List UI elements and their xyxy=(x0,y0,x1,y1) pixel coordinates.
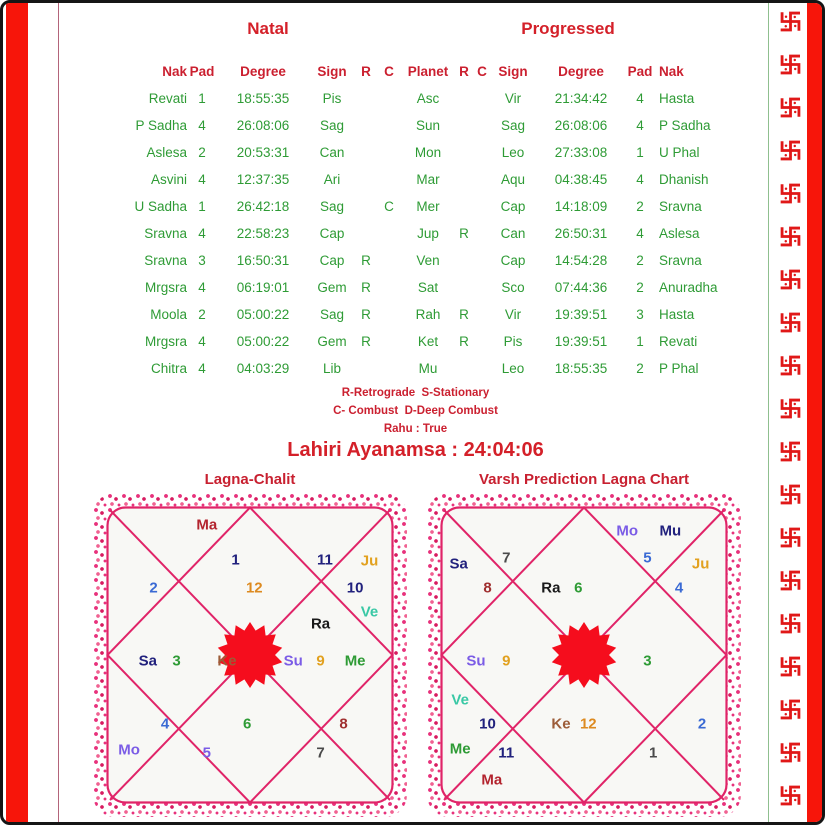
table-cell xyxy=(377,247,401,274)
swastika-icon xyxy=(777,309,804,336)
chart-label: Me xyxy=(449,740,471,758)
table-cell: R xyxy=(361,253,371,268)
kundali-grid xyxy=(106,506,394,804)
table-cell xyxy=(455,247,473,274)
chart-label: 1 xyxy=(648,744,658,762)
table-cell: Aqu xyxy=(500,172,526,187)
chart-label: 3 xyxy=(643,652,652,670)
table-cell: Mu xyxy=(418,361,438,376)
swastika-icon xyxy=(777,395,804,422)
table-cell: Cap xyxy=(319,226,345,241)
chart-label: Su xyxy=(466,652,486,670)
kundali-grid xyxy=(440,506,728,804)
table-cell: 27:33:08 xyxy=(554,145,608,160)
table-cell: Revati xyxy=(148,91,187,106)
table-cell xyxy=(455,112,473,139)
chart-label: 2 xyxy=(697,715,707,733)
table-cell: 2 xyxy=(636,361,644,376)
swastika-icon xyxy=(777,94,804,121)
table-cell xyxy=(473,85,491,112)
table-cell: 3 xyxy=(636,307,644,322)
swastika-icon xyxy=(777,610,804,637)
table-cell: Anuradha xyxy=(659,280,718,295)
table-cell: Pis xyxy=(503,334,523,349)
table-cell xyxy=(355,112,377,139)
table-cell xyxy=(473,166,491,193)
table-cell: 1 xyxy=(198,91,206,106)
table-row xyxy=(109,112,759,139)
column-header: C xyxy=(384,63,394,79)
chart-label: 2 xyxy=(149,579,158,597)
table-cell xyxy=(473,193,491,220)
chart-title: Lagna-Chalit xyxy=(204,471,296,488)
table-cell: 4 xyxy=(636,91,644,106)
swastika-border xyxy=(775,3,807,822)
table-cell: 4 xyxy=(198,280,206,295)
chart-title: Varsh Prediction Lagna Chart xyxy=(478,471,690,488)
table-cell xyxy=(355,85,377,112)
table-cell: 14:18:09 xyxy=(554,199,608,214)
table-cell: Sat xyxy=(417,280,439,295)
swastika-icon xyxy=(777,567,804,594)
swastika-icon xyxy=(777,352,804,379)
table-cell: R xyxy=(361,307,371,322)
table-cell: Mrgsra xyxy=(144,334,187,349)
table-cell: 1 xyxy=(636,145,644,160)
chart-label: 8 xyxy=(483,579,492,597)
table-cell: Lib xyxy=(322,361,341,376)
ayanamsa-heading: Lahiri Ayanamsa : 24:04:06 xyxy=(287,439,544,461)
table-cell: 4 xyxy=(198,118,206,133)
column-header: R xyxy=(459,63,469,79)
table-cell: Sco xyxy=(501,280,525,295)
table-cell: 1 xyxy=(636,334,644,349)
chart-label: 5 xyxy=(643,549,652,567)
right-red-bar xyxy=(807,3,822,822)
table-cell: Cap xyxy=(319,253,345,268)
table-cell: 26:08:06 xyxy=(554,118,608,133)
table-cell: Vir xyxy=(504,91,522,106)
chart-label: Ma xyxy=(481,771,503,789)
progressed-section-title: Progressed xyxy=(521,19,615,38)
column-header: Pad xyxy=(189,63,215,79)
table-cell: R xyxy=(459,307,469,322)
swastika-icon xyxy=(777,266,804,293)
table-cell: Ven xyxy=(416,253,440,268)
table-cell: Asc xyxy=(416,91,440,106)
table-cell xyxy=(355,220,377,247)
table-cell: Sravna xyxy=(659,253,702,268)
table-row xyxy=(109,301,759,328)
table-cell: 4 xyxy=(636,226,644,241)
chart-label: 10 xyxy=(479,715,496,733)
legend-line: C- Combust D-Deep Combust xyxy=(333,405,498,417)
table-cell: R xyxy=(459,334,469,349)
table-row xyxy=(109,274,759,301)
table-cell xyxy=(355,193,377,220)
column-header: Nak xyxy=(162,63,187,79)
table-cell: 18:55:35 xyxy=(554,361,608,376)
table-cell: 26:50:31 xyxy=(554,226,608,241)
table-cell xyxy=(377,139,401,166)
table-cell: Aslesa xyxy=(146,145,187,160)
table-row xyxy=(109,85,759,112)
swastika-icon xyxy=(777,739,804,766)
table-cell: 2 xyxy=(198,145,206,160)
table-cell xyxy=(377,220,401,247)
chart-label: 4 xyxy=(674,579,684,597)
table-cell xyxy=(377,166,401,193)
table-cell: 4 xyxy=(198,172,206,187)
table-cell: Ari xyxy=(323,172,341,187)
table-cell: Revati xyxy=(659,334,698,349)
chart-label: Mo xyxy=(616,522,639,540)
table-row xyxy=(109,139,759,166)
swastika-icon xyxy=(777,782,804,809)
table-row xyxy=(109,328,759,355)
table-cell xyxy=(473,301,491,328)
table-cell: 4 xyxy=(636,172,644,187)
chart-label: Ke xyxy=(551,715,571,733)
chart-decorative-border xyxy=(427,493,741,817)
swastika-icon xyxy=(777,180,804,207)
chart-label: Ke xyxy=(217,652,237,670)
table-cell: Dhanish xyxy=(659,172,709,187)
swastika-icon xyxy=(777,51,804,78)
table-cell xyxy=(455,193,473,220)
table-cell xyxy=(377,355,401,382)
right-divider-line xyxy=(768,3,769,822)
table-cell: Sun xyxy=(415,118,441,133)
chart-label: Mu xyxy=(659,522,682,540)
table-cell xyxy=(473,220,491,247)
table-cell: 26:08:06 xyxy=(236,118,290,133)
table-cell: 16:50:31 xyxy=(236,253,290,268)
table-cell: Gem xyxy=(317,280,347,295)
column-header: Planet xyxy=(407,63,449,79)
table-cell: Jup xyxy=(417,226,439,241)
report-content xyxy=(63,3,768,825)
left-divider-line xyxy=(58,3,59,822)
chart-label: Sa xyxy=(138,652,157,670)
column-header: Pad xyxy=(627,63,653,79)
table-cell xyxy=(377,301,401,328)
table-cell: 05:00:22 xyxy=(236,334,290,349)
swastika-icon xyxy=(777,438,804,465)
table-cell: Vir xyxy=(504,307,522,322)
chart-label: Me xyxy=(344,652,366,670)
swastika-icon xyxy=(777,223,804,250)
table-cell: 2 xyxy=(636,199,644,214)
chart-label: 5 xyxy=(202,744,211,762)
table-cell: Rah xyxy=(415,307,441,322)
table-cell: Sag xyxy=(500,118,526,133)
table-cell: 2 xyxy=(198,307,206,322)
table-cell: Pis xyxy=(322,91,342,106)
chart-label: 10 xyxy=(346,579,364,597)
table-cell xyxy=(473,112,491,139)
column-header: Degree xyxy=(558,63,604,79)
column-header: R xyxy=(361,63,371,79)
table-cell: 4 xyxy=(636,118,644,133)
table-cell: Leo xyxy=(501,361,525,376)
swastika-icon xyxy=(777,524,804,551)
table-cell: Ket xyxy=(417,334,439,349)
chart-label: Ve xyxy=(360,603,379,621)
varsh-prediction-chart xyxy=(427,471,741,817)
table-cell: Moola xyxy=(150,307,187,322)
table-row xyxy=(109,193,759,220)
table-cell: R xyxy=(361,334,371,349)
table-cell: 4 xyxy=(198,361,206,376)
chart-decorative-border xyxy=(93,493,407,817)
table-cell: 05:00:22 xyxy=(236,307,290,322)
table-cell: 19:39:51 xyxy=(554,334,608,349)
table-cell: Cap xyxy=(500,199,526,214)
chart-label: 7 xyxy=(502,549,511,567)
chart-label: Mo xyxy=(118,741,140,759)
table-cell: 14:54:28 xyxy=(554,253,608,268)
table-cell: 21:34:42 xyxy=(554,91,608,106)
table-head xyxy=(109,57,759,85)
table-cell: 12:37:35 xyxy=(236,172,290,187)
table-row xyxy=(109,166,759,193)
swastika-icon xyxy=(777,481,804,508)
legend-line: Rahu : True xyxy=(383,423,448,435)
swastika-icon xyxy=(777,8,804,35)
table-cell: Leo xyxy=(501,145,525,160)
table-cell xyxy=(473,274,491,301)
table-body xyxy=(109,85,759,382)
legend-line: R-Retrograde S-Stationary xyxy=(341,387,490,399)
table-cell: Sravna xyxy=(659,199,702,214)
table-cell xyxy=(473,355,491,382)
table-cell: Cap xyxy=(500,253,526,268)
table-cell: Mrgsra xyxy=(144,280,187,295)
swastika-icon xyxy=(777,696,804,723)
chart-label: 4 xyxy=(160,715,170,733)
table-cell: Sravna xyxy=(144,253,187,268)
chart-label: 6 xyxy=(574,579,583,597)
column-header: C xyxy=(477,63,487,79)
table-cell xyxy=(455,85,473,112)
table-cell: U Sadha xyxy=(134,199,187,214)
swastika-icon xyxy=(777,137,804,164)
chart-label: Ju xyxy=(360,552,379,570)
table-cell xyxy=(355,355,377,382)
table-cell: C xyxy=(384,199,394,214)
table-cell: Sag xyxy=(319,199,345,214)
chart-label: 7 xyxy=(316,744,325,762)
table-cell: Sag xyxy=(319,307,345,322)
chart-label: 6 xyxy=(242,715,252,733)
lagna-chalit-chart xyxy=(93,471,407,817)
table-cell: Chitra xyxy=(150,361,187,376)
table-row xyxy=(109,220,759,247)
table-cell: 4 xyxy=(198,226,206,241)
table-cell: 2 xyxy=(636,253,644,268)
table-cell: 2 xyxy=(636,280,644,295)
column-header: Degree xyxy=(240,63,286,79)
chart-label: 3 xyxy=(172,652,181,670)
table-cell: 18:55:35 xyxy=(236,91,290,106)
table-cell xyxy=(473,139,491,166)
table-cell: R xyxy=(361,280,371,295)
table-cell: 20:53:31 xyxy=(236,145,290,160)
chart-label: 8 xyxy=(339,715,348,733)
chart-label: 9 xyxy=(502,652,511,670)
table-cell xyxy=(455,139,473,166)
chart-label: 11 xyxy=(498,744,515,762)
natal-section-title: Natal xyxy=(247,19,289,38)
table-cell xyxy=(377,328,401,355)
table-cell: Hasta xyxy=(659,307,695,322)
table-cell xyxy=(455,274,473,301)
table-cell: P Sadha xyxy=(659,118,711,133)
column-header: Sign xyxy=(498,63,528,79)
table-header-row xyxy=(109,57,759,85)
table-cell: 07:44:36 xyxy=(554,280,608,295)
table-cell: 19:39:51 xyxy=(554,307,608,322)
chart-label: 12 xyxy=(245,579,263,597)
table-cell: 26:42:18 xyxy=(236,199,290,214)
chart-label: Ju xyxy=(691,555,710,573)
table-cell xyxy=(355,139,377,166)
table-row xyxy=(109,247,759,274)
chart-label: Su xyxy=(283,652,303,670)
chart-label: Ma xyxy=(196,516,218,534)
table-cell: R xyxy=(459,226,469,241)
legend xyxy=(63,384,768,438)
chart-label: Ra xyxy=(310,615,331,633)
table-cell: Sag xyxy=(319,118,345,133)
table-cell: 3 xyxy=(198,253,206,268)
table-cell xyxy=(455,166,473,193)
table-cell: Aslesa xyxy=(659,226,700,241)
chart-label: 11 xyxy=(316,551,333,569)
table-cell: Hasta xyxy=(659,91,695,106)
table-cell: U Phal xyxy=(659,145,700,160)
table-cell: 4 xyxy=(198,334,206,349)
table-cell: Mar xyxy=(416,172,440,187)
positions-table xyxy=(109,57,759,382)
table-cell: 04:03:29 xyxy=(236,361,290,376)
table-cell xyxy=(473,247,491,274)
column-header: Sign xyxy=(317,63,347,79)
swastika-icon xyxy=(777,653,804,680)
table-cell: Sravna xyxy=(144,226,187,241)
table-cell xyxy=(377,85,401,112)
table-cell xyxy=(473,328,491,355)
table-cell: 1 xyxy=(198,199,206,214)
table-cell xyxy=(377,112,401,139)
chart-label: 12 xyxy=(579,715,597,733)
table-cell: Can xyxy=(500,226,526,241)
table-cell xyxy=(377,274,401,301)
chart-label: 9 xyxy=(316,652,325,670)
left-red-bar xyxy=(6,3,28,822)
table-cell xyxy=(355,166,377,193)
table-cell: Gem xyxy=(317,334,347,349)
chart-label: Sa xyxy=(449,555,468,573)
chart-label: Ra xyxy=(541,579,561,597)
table-cell: P Sadha xyxy=(135,118,187,133)
chart-label: 1 xyxy=(231,551,240,569)
table-cell: Mer xyxy=(416,199,440,214)
chart-label: Ve xyxy=(451,691,469,709)
table-cell: Asvini xyxy=(150,172,187,187)
table-cell: 22:58:23 xyxy=(236,226,290,241)
table-cell: P Phal xyxy=(659,361,699,376)
table-cell: Mon xyxy=(414,145,442,160)
table-cell xyxy=(455,355,473,382)
table-cell: Can xyxy=(319,145,345,160)
table-cell: 06:19:01 xyxy=(236,280,290,295)
table-cell: 04:38:45 xyxy=(554,172,608,187)
table-row xyxy=(109,355,759,382)
column-header: Nak xyxy=(659,63,684,79)
